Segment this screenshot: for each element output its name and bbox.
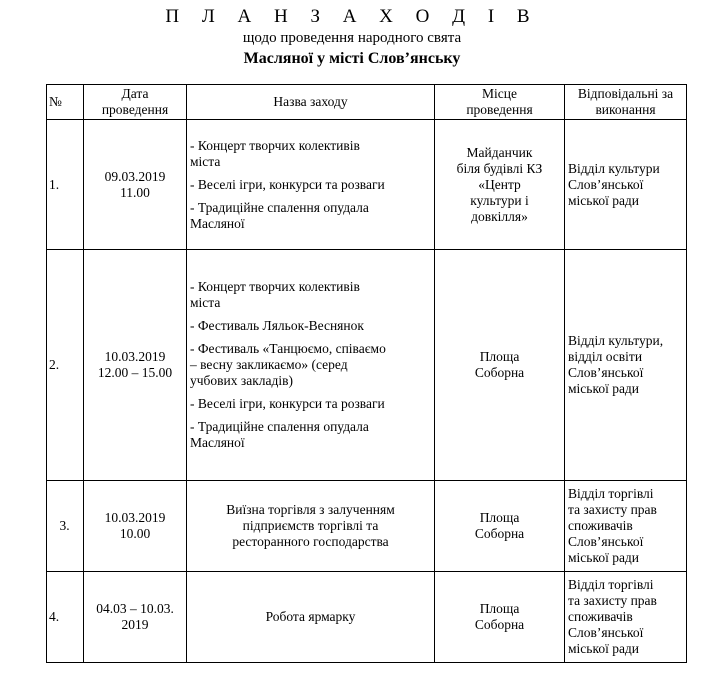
row-resp-line: Слов’янської xyxy=(568,176,644,192)
row-place-line: «Центр xyxy=(478,176,521,192)
row-resp-line: міської ради xyxy=(568,550,640,565)
row-resp-line: та захисту прав xyxy=(568,593,657,608)
row-resp-line: Відділ культури xyxy=(568,160,660,176)
row-date-line: 10.03.2019 xyxy=(104,349,166,364)
header-resp xyxy=(565,85,687,120)
row-resp-line: Відділ культури, xyxy=(568,333,664,348)
row-date xyxy=(84,250,187,481)
row-resp-line: відділ освіти xyxy=(568,349,643,364)
header-resp-line: Відповідальні за xyxy=(577,86,674,101)
row-date-line: 10.03.2019 xyxy=(104,510,166,525)
row-resp-line: та захисту прав xyxy=(568,502,657,517)
table-row xyxy=(47,250,687,481)
row-place xyxy=(435,572,565,663)
row-date-line: 09.03.2019 xyxy=(104,168,166,184)
row-resp-line: Слов’янської xyxy=(568,365,644,380)
row-place-line: Соборна xyxy=(474,617,525,632)
header-place-line: проведення xyxy=(466,102,533,117)
header-name: Назва заходу xyxy=(187,85,435,120)
header-date xyxy=(84,85,187,120)
row-resp-line: Слов’янської xyxy=(568,534,644,549)
event-item-line: міста xyxy=(190,153,221,169)
row-date xyxy=(84,572,187,663)
row-place-line: Соборна xyxy=(474,365,525,380)
row-event-list xyxy=(187,120,435,250)
row-resp-line: міської ради xyxy=(568,381,640,396)
header-resp-line: виконання xyxy=(595,102,656,117)
header-place xyxy=(435,85,565,120)
event-item-line: - Традиційне спалення опудала xyxy=(190,199,369,215)
row-place xyxy=(435,481,565,572)
row-date-line: 12.00 – 15.00 xyxy=(97,365,173,380)
event-item-line: - Концерт творчих колективів xyxy=(190,137,360,153)
row-resp-line: Відділ торгівлі xyxy=(568,486,654,501)
events-table xyxy=(46,84,687,663)
event-item-line: Масляної xyxy=(190,435,245,450)
event-item xyxy=(190,177,431,193)
event-item-line: міста xyxy=(190,295,221,310)
table-row xyxy=(47,120,687,250)
row-resp-line: Слов’янської xyxy=(568,625,644,640)
row-resp-line: міської ради xyxy=(568,192,640,208)
event-name-line: Виїзна торгівля з залученням xyxy=(226,502,395,517)
row-date-line: 2019 xyxy=(121,617,149,632)
event-item xyxy=(190,200,431,232)
row-responsible xyxy=(565,250,687,481)
event-name-line: ресторанного господарства xyxy=(232,534,389,549)
row-resp-line: споживачів xyxy=(568,518,633,533)
row-place-line: Площа xyxy=(479,349,520,364)
event-item-line: - Фестиваль «Танцюємо, співаємо xyxy=(190,341,386,356)
event-item-line: - Традиційне спалення опудала xyxy=(190,419,369,434)
row-responsible xyxy=(565,572,687,663)
row-place-line: Площа xyxy=(479,510,520,525)
row-resp-line: міської ради xyxy=(568,641,640,656)
event-item xyxy=(190,318,431,334)
row-place-line: Майданчик xyxy=(466,144,533,160)
table-row xyxy=(47,481,687,572)
event-item xyxy=(190,138,431,170)
row-event-name xyxy=(187,572,435,663)
event-item-line: – весну закликаємо» (серед xyxy=(190,357,348,372)
row-num: 1. xyxy=(47,120,84,250)
event-item-line: учбових закладів) xyxy=(190,373,293,388)
header-num: № xyxy=(47,85,84,120)
row-responsible xyxy=(565,120,687,250)
row-date xyxy=(84,120,187,250)
event-name-line: Робота ярмарку xyxy=(265,609,356,624)
row-resp-line: споживачів xyxy=(568,609,633,624)
event-item xyxy=(190,279,431,311)
row-responsible xyxy=(565,481,687,572)
header-date-line: проведення xyxy=(101,102,169,117)
event-item xyxy=(190,341,431,389)
event-item xyxy=(190,419,431,451)
row-resp-line: Відділ торгівлі xyxy=(568,577,654,592)
row-place-line: Площа xyxy=(479,601,520,616)
event-item-line: - Концерт творчих колективів xyxy=(190,279,360,294)
row-event-list xyxy=(187,250,435,481)
row-place-line: Соборна xyxy=(474,526,525,541)
event-item-line: Масляної xyxy=(190,215,245,231)
row-date-line: 04.03 – 10.03. xyxy=(96,601,174,616)
row-place-line: культури і xyxy=(470,192,529,208)
row-place xyxy=(435,120,565,250)
row-num: 2. xyxy=(47,250,84,481)
event-name-line: підприємств торгівлі та xyxy=(242,518,379,533)
header-date-line: Дата xyxy=(121,86,149,101)
table-row xyxy=(47,572,687,663)
row-place xyxy=(435,250,565,481)
event-item-line: - Фестиваль Ляльок-Веснянок xyxy=(190,318,364,333)
row-date-line: 10.00 xyxy=(119,526,151,541)
event-item xyxy=(190,396,431,412)
document-title: П Л А Н З А Х О Д І В xyxy=(165,6,539,27)
table-header-row xyxy=(47,85,687,120)
row-place-line: біля будівлі КЗ xyxy=(456,160,543,176)
row-event-name xyxy=(187,481,435,572)
document-subtitle-bold: Масляної у місті Слов’янську xyxy=(243,50,461,67)
row-place-line: довкілля» xyxy=(471,208,528,224)
row-date-line: 11.00 xyxy=(120,184,150,200)
row-num: 4. xyxy=(47,572,84,663)
row-date xyxy=(84,481,187,572)
document-subtitle: щодо проведення народного свята xyxy=(242,30,462,46)
header-place-line: Місце xyxy=(482,86,517,101)
event-item-line: - Веселі ігри, конкурси та розваги xyxy=(190,396,385,411)
row-num: 3. xyxy=(47,481,84,572)
event-item-line: - Веселі ігри, конкурси та розваги xyxy=(190,176,385,192)
